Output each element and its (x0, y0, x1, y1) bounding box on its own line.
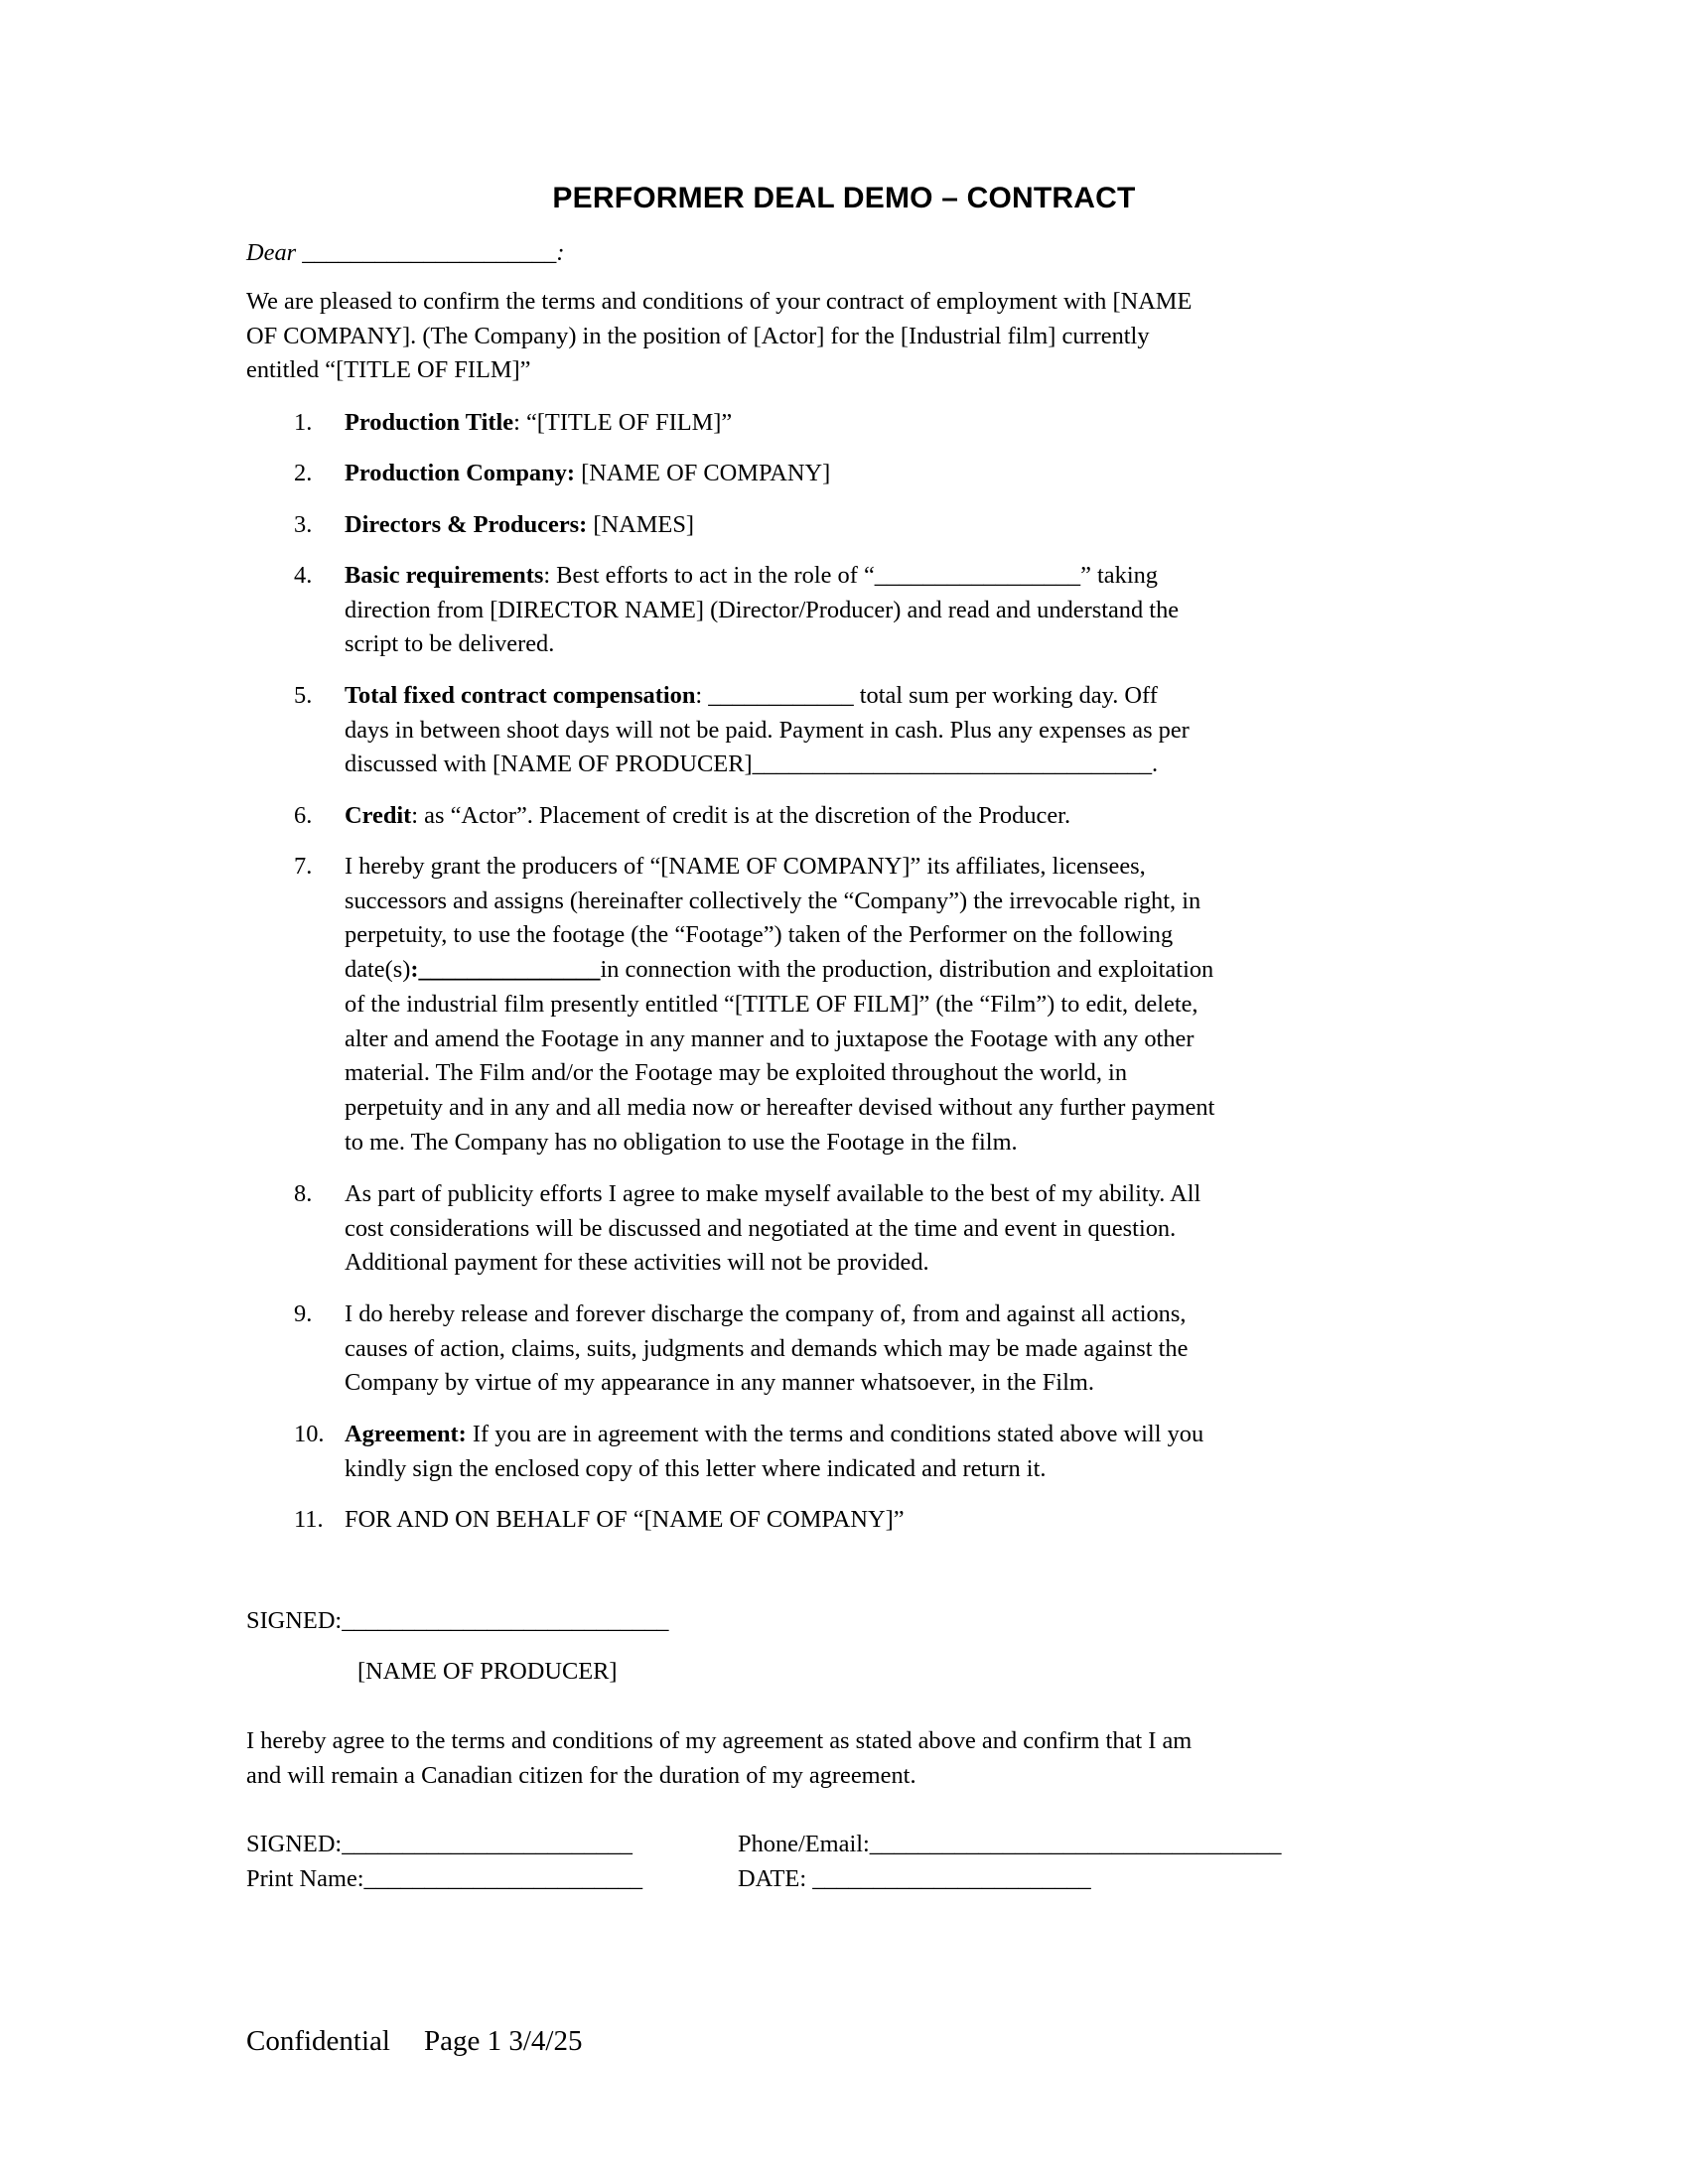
item-text: As part of publicity efforts I agree to make myself available to the best of my ability. All (345, 1180, 1201, 1207)
item-text: : as “Actor”. Placement of credit is at the discretion of the Producer. (411, 802, 1071, 829)
intro-line: We are pleased to confirm the terms and conditions of your contract of employment with [NAME (246, 288, 1193, 315)
intro-line: entitled “[TITLE OF FILM]” (246, 356, 531, 384)
list-number: 11. (294, 1506, 324, 1533)
item-text: causes of action, claims, suits, judgments and demands which may be made against the (345, 1334, 1189, 1362)
item-label: Directors & Producers: (345, 511, 588, 538)
acknowledgement-paragraph (246, 1724, 1433, 1793)
item-text: [NAMES] (587, 511, 695, 538)
item-text: FOR AND ON BEHALF OF “[NAME OF COMPANY]” (345, 1506, 905, 1533)
item-label: Basic requirements (345, 562, 544, 589)
item-text: successors and assigns (hereinafter collectively the “Company”) the irrevocable right, in (345, 887, 1201, 914)
item-text: : ____________ total sum per working day. Off (695, 682, 1158, 709)
acknowledgement-line: and will remain a Canadian citizen for the duration of my agreement. (246, 1761, 916, 1789)
performer-signature-field[interactable]: SIGNED:________________________ (246, 1831, 633, 1857)
list-number: 2. (294, 460, 313, 486)
item-text: date(s) (345, 956, 411, 984)
item-text: in connection with the production, distribution and exploitation (600, 956, 1214, 984)
item-text: to me. The Company has no obligation to use the Footage in the film. (345, 1128, 1018, 1156)
item-text: discussed with [NAME OF PRODUCER]_________________________________. (345, 751, 1159, 778)
item-text: Company by virtue of my appearance in any manner whatsoever, in the Film. (345, 1369, 1094, 1397)
item-text: perpetuity and in any and all media now or hereafter devised without any further payment (345, 1093, 1215, 1121)
list-number: 5. (294, 682, 313, 709)
item-text: alter and amend the Footage in any manner and to juxtapose the Footage with any other (345, 1024, 1195, 1052)
item-text: I do hereby release and forever discharge the company of, from and against all actions, (345, 1300, 1187, 1327)
list-number: 6. (294, 802, 313, 829)
item-text: [NAME OF COMPANY] (574, 460, 831, 486)
item-text: If you are in agreement with the terms and conditions stated above will you (466, 1421, 1204, 1447)
item-text: perpetuity, to use the footage (the “Footage”) taken of the Performer on the following (345, 921, 1174, 949)
item-text: days in between shoot days will not be paid. Payment in cash. Plus any expenses as per (345, 716, 1190, 744)
item-text: Additional payment for these activities will not be provided. (345, 1249, 929, 1277)
item-label: Production Company: (345, 460, 575, 486)
acknowledgement-line: I hereby agree to the terms and conditions of my agreement as stated above and confirm that I am (246, 1727, 1193, 1754)
producer-signature-field[interactable]: SIGNED:___________________________ (246, 1607, 669, 1634)
footer-date: 3/4/25 (508, 2025, 583, 2057)
item-text: cost considerations will be discussed and negotiated at the time and event in question. (345, 1214, 1177, 1242)
item-text: script to be delivered. (345, 630, 555, 658)
list-number: 8. (294, 1180, 313, 1207)
list-number: 1. (294, 409, 313, 436)
list-number: 9. (294, 1300, 313, 1327)
item-text: of the industrial film presently entitled “[TITLE OF FILM]” (the “Film”) to edit, delete, (345, 990, 1198, 1018)
producer-name: [NAME OF PRODUCER] (357, 1658, 618, 1685)
item-text: kindly sign the enclosed copy of this letter where indicated and return it. (345, 1454, 1047, 1482)
item-label: Agreement: (345, 1421, 467, 1447)
date-field[interactable]: DATE: _______________________ (738, 1865, 1091, 1892)
dates-blank: :_______________ (410, 956, 601, 984)
print-name-field[interactable]: Print Name:_______________________ (246, 1865, 643, 1892)
intro-line: OF COMPANY]. (The Company) in the position of [Actor] for the [Industrial film] currently (246, 322, 1150, 349)
list-number: 7. (294, 853, 313, 880)
item-text: : Best efforts to act in the role of “_________________” taking (543, 562, 1158, 589)
document-title: PERFORMER DEAL DEMO – CONTRACT (552, 182, 1136, 214)
intro-paragraph (246, 285, 1433, 388)
list-number: 4. (294, 562, 313, 589)
footer-confidential: Confidential (246, 2025, 390, 2057)
phone-email-field[interactable]: Phone/Email:__________________________________ (738, 1831, 1282, 1857)
item-text: direction from [DIRECTOR NAME] (Director/Producer) and read and understand the (345, 596, 1180, 623)
item-label: Credit (345, 802, 412, 829)
item-label: Total fixed contract compensation (345, 682, 696, 709)
list-number: 10. (294, 1421, 325, 1447)
item-text: : “[TITLE OF FILM]” (513, 409, 733, 436)
item-text: material. The Film and/or the Footage may be exploited throughout the world, in (345, 1059, 1128, 1087)
page-footer (246, 2025, 582, 2058)
footer-page-number: Page 1 (423, 2025, 502, 2057)
item-text: I hereby grant the producers of “[NAME OF COMPANY]” its affiliates, licensees, (345, 853, 1146, 880)
item-label: Production Title (345, 409, 514, 436)
salutation: Dear _____________________: (246, 239, 565, 266)
list-number: 3. (294, 511, 313, 538)
